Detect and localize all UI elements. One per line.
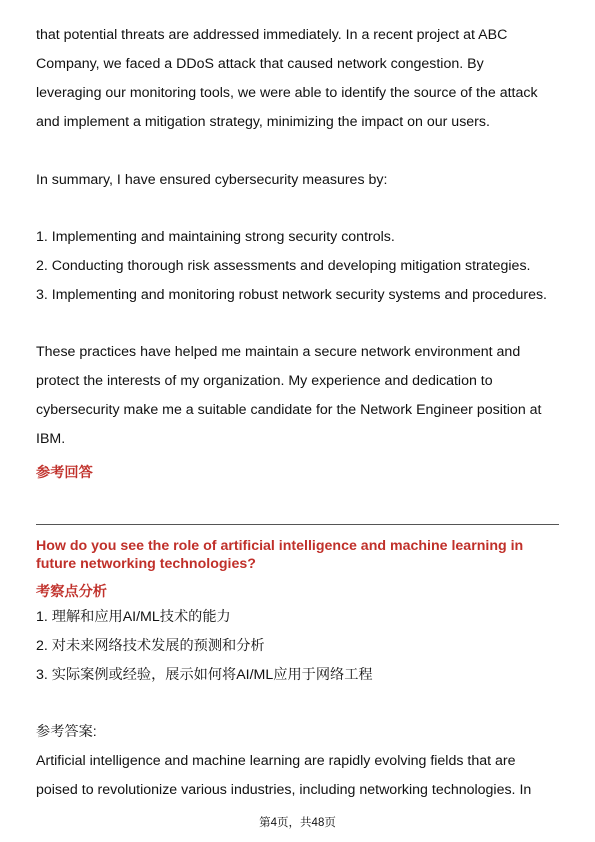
summary-list-item: 1. Implementing and maintaining strong security controls. <box>36 229 395 245</box>
summary-list-item: 3. Implementing and monitoring robust network security systems and procedures. <box>36 287 547 303</box>
analysis-list-item: 2. 对未来网络技术发展的预测和分析 <box>36 638 265 654</box>
section-divider <box>36 524 559 525</box>
summary-intro: In summary, I have ensured cybersecurity measures by: <box>36 172 388 188</box>
paragraph-line: protect the interests of my organization. My experience and dedication to <box>36 373 493 389</box>
answer-label: 参考答案: <box>36 724 97 740</box>
question-line: future networking technologies? <box>36 556 256 572</box>
analysis-heading: 考察点分析 <box>36 584 107 600</box>
paragraph-line: that potential threats are addressed immediately. In a recent project at ABC <box>36 27 508 43</box>
paragraph-line: leveraging our monitoring tools, we were able to identify the source of the attack <box>36 85 538 101</box>
paragraph-line: IBM. <box>36 431 66 447</box>
question-line: How do you see the role of artificial intelligence and machine learning in <box>36 538 524 554</box>
paragraph-line: cybersecurity make me a suitable candidate for the Network Engineer position at <box>36 402 542 418</box>
paragraph-line: These practices have helped me maintain a secure network environment and <box>36 344 521 360</box>
answer-paragraph-line: Artificial intelligence and machine learning are rapidly evolving fields that are <box>36 753 516 769</box>
paragraph-line: Company, we faced a DDoS attack that caused network congestion. By <box>36 56 484 72</box>
question-title <box>36 537 556 573</box>
paragraph-line: and implement a mitigation strategy, minimizing the impact on our users. <box>36 114 490 130</box>
answer-paragraph-line: poised to revolutionize various industries, including networking technologies. In <box>36 782 532 798</box>
page-number: 第4页，共48页 <box>259 817 336 829</box>
analysis-list-item: 3. 实际案例或经验，展示如何将AI/ML应用于网络工程 <box>36 667 373 683</box>
summary-list-item: 2. Conducting thorough risk assessments and developing mitigation strategies. <box>36 258 531 274</box>
analysis-list-item: 1. 理解和应用AI/ML技术的能力 <box>36 609 231 625</box>
reference-answer-heading: 参考回答 <box>36 465 93 481</box>
